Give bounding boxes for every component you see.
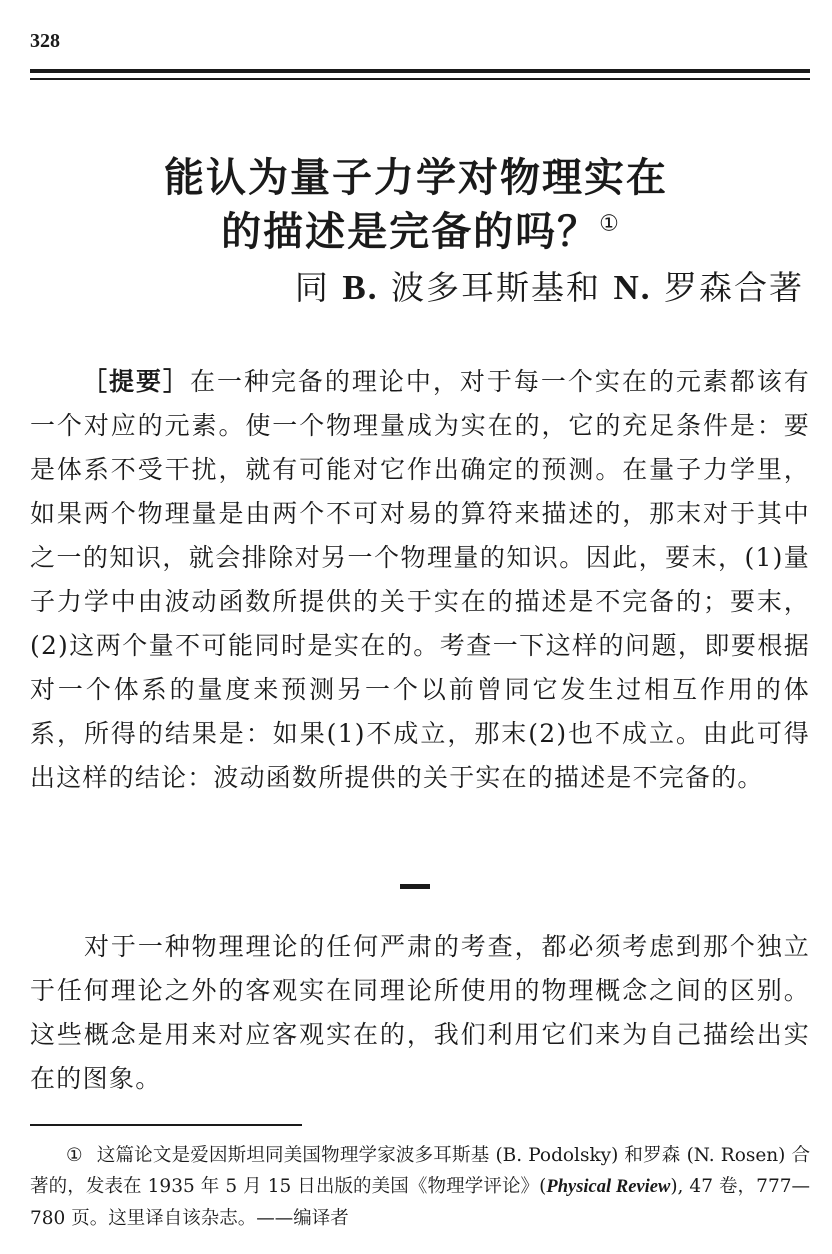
footnote [30, 1140, 810, 1234]
footnote-text-before: 这篇论文是爱因斯坦同美国物理学家波多耳斯基 (B. Podolsky) 和罗森 (N. Rosen) 合著的，发表在 1935 年 5 月 15 日出版的美国《物理学评论》( [30, 1145, 810, 1197]
title-text-2: 的描述是完备的吗？ [221, 209, 600, 255]
header-rule-thin [30, 78, 810, 80]
authors-prefix: 同 [294, 268, 330, 307]
abstract-text: 在一种完备的理论中，对于每一个实在的元素都该有一个对应的元素。使一个物理量成为实在的，它的充足条件是：要是体系不受干扰，就有可能对它作出确定的预测。在量子力学里，如果两个物理量是由两个不可对易的算符来描述的，那末对于其中之一的知识，就会排除对另一个物理量的知识。因此，要末，(1)量子力学中由波动函数所提供的关于实在的描述是不完备的；要末，(2)这两个量不可能同时是实在的。考查一下这样的问题，即要根据对一个体系的量度来预测另一个以前曾同它发生过相互作用的体系，所得的结果是：如果(1)不成立，那末(2)也不成立。由此可得出这样的结论：波动函数所提供的关于实在的描述是不完备的。 [30, 367, 810, 792]
header-rule-thick [30, 69, 810, 73]
abstract [30, 360, 810, 800]
footnote-journal: Physical Review [546, 1177, 671, 1197]
title-text-1: 能认为量子力学对物理实在 [164, 155, 668, 201]
authors-line [295, 262, 804, 309]
author1-name: 波多耳斯基和 [390, 268, 601, 307]
section-marker [400, 884, 430, 889]
title-footnote-marker[interactable]: ① [599, 211, 621, 237]
page-number: 328 [30, 30, 60, 52]
author2-initial: N. [613, 268, 652, 307]
body-paragraph-1: 对于一种物理理论的任何严肃的考查，都必须考虑到那个独立于任何理论之外的客观实在同理论所使用的物理概念之间的区别。这些概念是用来对应客观实在的，我们利用它们来为自己描绘出实在的图象。 [30, 932, 810, 1093]
title-line-2 [0, 200, 832, 257]
title-line-1 [0, 146, 832, 203]
footnote-text-after: ), 47 卷，777—780 页。这里译自该杂志。——编译者 [30, 1176, 810, 1229]
footnote-number: ① [66, 1145, 83, 1166]
section-marker-text [400, 884, 401, 885]
author1-initial: B. [342, 268, 379, 307]
footnote-rule [30, 1124, 302, 1126]
abstract-label: ［提要］ [82, 367, 190, 396]
author2-name: 罗森合著 [664, 268, 804, 307]
